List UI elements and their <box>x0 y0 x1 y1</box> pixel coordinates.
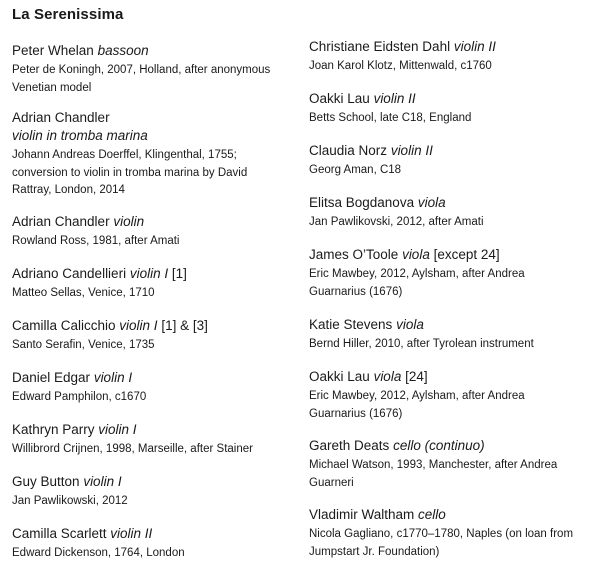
instrument-provenance <box>12 285 297 303</box>
list-item <box>12 213 297 251</box>
instrument: violin II <box>453 39 496 54</box>
instrument-provenance <box>12 62 297 97</box>
instrument: viola <box>396 317 424 332</box>
note-line: Venetian model <box>12 81 92 94</box>
player-line <box>12 473 297 491</box>
instrument-provenance <box>12 337 297 355</box>
note-line: Jan Pawlikovski, 2012, after Amati <box>309 216 484 228</box>
instrument-provenance <box>12 545 297 563</box>
note-line: Santo Serafin, Venice, 1735 <box>12 339 155 351</box>
player-line <box>309 368 594 386</box>
instrument-provenance <box>309 214 594 232</box>
player-name: Oakki Lau <box>309 91 370 106</box>
note-line: Michael Watson, 1993, Manchester, after Andrea <box>309 459 558 471</box>
player-line <box>309 90 594 108</box>
instrument: violin I <box>98 422 137 437</box>
instrument: violin I <box>129 266 169 281</box>
list-item <box>309 506 594 561</box>
player-line <box>309 316 594 334</box>
player-line <box>12 213 297 231</box>
piece-reference: [1] & [3] <box>161 318 208 333</box>
player-name: Peter Whelan <box>12 43 94 58</box>
note-line: Edward Pamphilon, c1670 <box>12 391 147 403</box>
instrument: violin <box>113 214 145 229</box>
note-line: Eric Mawbey, 2012, Aylsham, after Andrea <box>309 390 525 402</box>
player-name: Claudia Norz <box>309 143 388 158</box>
note-line: conversion to violin in tromba marina by David <box>12 166 248 179</box>
player-name: Daniel Edgar <box>12 370 91 385</box>
player-name: Kathryn Parry <box>12 422 95 437</box>
instrument: cello <box>418 507 446 522</box>
player-line <box>309 506 594 524</box>
note-line: Betts School, late C18, England <box>309 112 472 124</box>
page-title: La Serenissima <box>12 6 124 23</box>
list-item <box>12 421 297 459</box>
note-line: Nicola Gagliano, c1770–1780, Naples (on loan from <box>309 528 574 540</box>
instrument: violin II <box>373 91 416 106</box>
list-item <box>12 473 297 511</box>
list-item <box>309 38 594 76</box>
player-name: Camilla Scarlett <box>12 526 107 541</box>
instrument-provenance <box>12 389 297 407</box>
list-item <box>12 42 297 97</box>
piece-reference: [1] <box>171 266 187 281</box>
instrument: violin II <box>390 143 433 158</box>
piece-reference: [except 24] <box>433 247 500 262</box>
instrument-provenance <box>12 441 297 459</box>
player-line <box>12 265 297 283</box>
instrument-provenance <box>309 58 594 76</box>
instrument: cello (continuo) <box>393 438 485 453</box>
instrument-provenance <box>309 110 594 128</box>
instrument-provenance <box>309 266 594 301</box>
instrument-provenance <box>309 336 594 354</box>
piece-reference: [24] <box>405 369 428 384</box>
instrument-provenance <box>309 457 594 492</box>
list-item <box>12 369 297 407</box>
player-line <box>12 421 297 439</box>
note-line: Rowland Ross, 1981, after Amati <box>12 235 180 247</box>
instrument: violin in tromba marina <box>12 128 148 143</box>
player-line <box>12 525 297 543</box>
instrument-provenance <box>12 233 297 251</box>
instrument: violin I <box>119 318 158 333</box>
note-line: Guarnarius (1676) <box>309 407 403 420</box>
instrument: viola <box>373 369 402 384</box>
note-line: Jumpstart Jr. Foundation) <box>309 545 440 558</box>
list-item <box>12 525 297 563</box>
note-line: Edward Dickenson, 1764, London <box>12 547 185 559</box>
note-line: Georg Aman, C18 <box>309 164 402 176</box>
instrument-provenance <box>309 162 594 180</box>
list-item <box>309 368 594 423</box>
list-item <box>309 90 594 128</box>
note-line: Peter de Koningh, 2007, Holland, after anonymous <box>12 64 271 76</box>
player-name: Vladimir Waltham <box>309 507 415 522</box>
note-line: Guarneri <box>309 476 354 489</box>
player-name: Camilla Calicchio <box>12 318 116 333</box>
note-line: Johann Andreas Doerffel, Klingenthal, 1755; <box>12 149 237 161</box>
player-line <box>12 369 297 387</box>
note-line: Matteo Sellas, Venice, 1710 <box>12 287 155 299</box>
player-line <box>309 38 594 56</box>
list-item <box>12 317 297 355</box>
list-item <box>12 265 297 303</box>
player-line <box>309 437 594 455</box>
instrument-provenance <box>309 388 594 423</box>
player-line <box>12 42 297 60</box>
player-line <box>309 194 594 212</box>
instrument: violin II <box>110 526 153 541</box>
note-line: Eric Mawbey, 2012, Aylsham, after Andrea <box>309 268 525 280</box>
note-line: Guarnarius (1676) <box>309 285 403 298</box>
list-item <box>309 246 594 301</box>
instrument: violin I <box>83 474 122 489</box>
player-name: Katie Stevens <box>309 317 393 332</box>
instrument: viola <box>402 247 430 262</box>
instrument: viola <box>417 195 446 210</box>
player-line <box>309 246 594 264</box>
player-name: Adrian Chandler <box>12 110 110 125</box>
list-item <box>12 109 297 200</box>
player-name: Oakki Lau <box>309 369 370 384</box>
instrument-provenance <box>309 526 594 561</box>
instrument-provenance <box>12 147 297 200</box>
player-line <box>309 142 594 160</box>
player-name: James O’Toole <box>309 247 399 262</box>
player-name: Guy Button <box>12 474 80 489</box>
list-item <box>309 142 594 180</box>
note-line: Joan Karol Klotz, Mittenwald, c1760 <box>309 60 492 72</box>
player-name: Gareth Deats <box>309 438 390 453</box>
instrument-provenance <box>12 493 297 511</box>
note-line: Rattray, London, 2014 <box>12 184 125 196</box>
list-item <box>309 437 594 492</box>
player-line <box>12 317 297 335</box>
player-name: Adrian Chandler <box>12 214 110 229</box>
player-name: Adriano Candellieri <box>12 266 127 281</box>
player-name: Christiane Eidsten Dahl <box>309 39 451 54</box>
player-name: Elitsa Bogdanova <box>309 195 415 210</box>
list-item <box>309 316 594 354</box>
list-item <box>309 194 594 232</box>
note-line: Bernd Hiller, 2010, after Tyrolean instrument <box>309 338 534 350</box>
instrument: bassoon <box>97 43 149 58</box>
note-line: Willibrord Crijnen, 1998, Marseille, after Stainer <box>12 443 253 455</box>
note-line: Jan Pawlikowski, 2012 <box>12 495 128 507</box>
instrument: violin I <box>93 370 133 385</box>
